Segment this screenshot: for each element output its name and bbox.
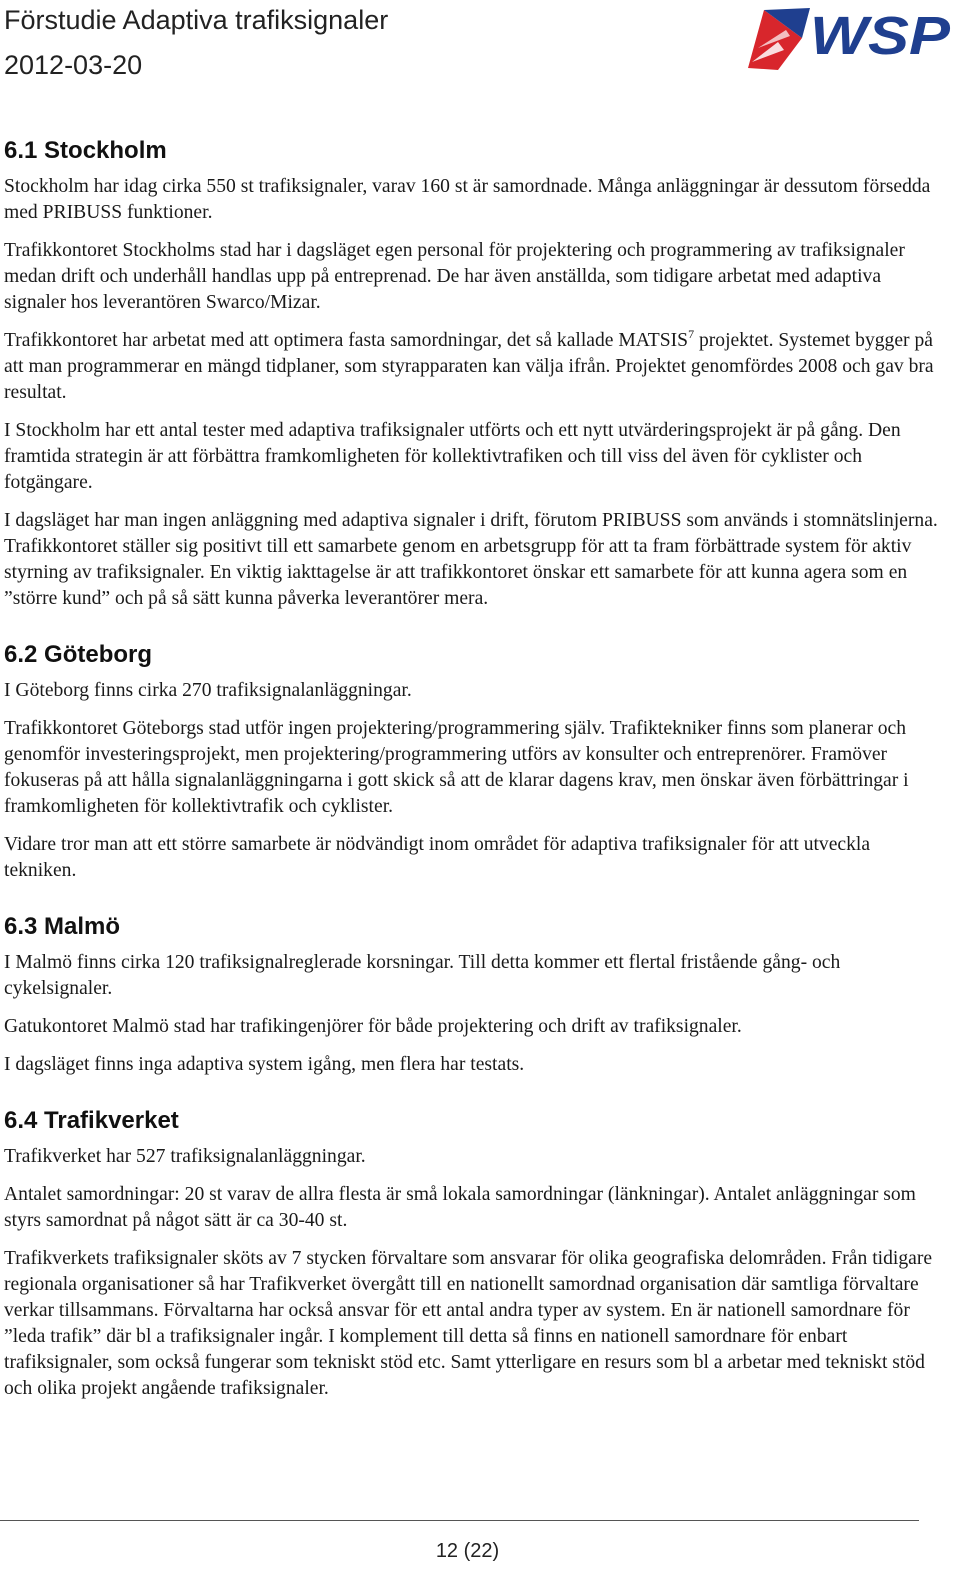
paragraph: Antalet samordningar: 20 st varav de allra flesta är små lokala samordningar (länkningar). Antalet anläggningar som styrs samordnat på något sätt är ca 30-40 st.	[4, 1184, 916, 1231]
document-body	[4, 134, 939, 1414]
document-date: 2012-03-20	[4, 50, 143, 80]
paragraph: Trafikverket har 527 trafiksignalanläggningar.	[4, 1146, 366, 1167]
section-heading: 6.4 Trafikverket	[4, 1107, 179, 1134]
section-heading: 6.2 Göteborg	[4, 641, 153, 668]
footer-divider	[0, 1520, 919, 1521]
wsp-logo	[744, 4, 954, 74]
paragraph: I Stockholm har ett antal tester med adaptiva trafiksignaler utförts och ett nytt utvärderingsprojekt är på gång. Den framtida strategin är att förbättra framkomligheten för kollektivtrafiken och till viss del även för cyklister och fotgängare.	[4, 420, 901, 493]
section-trafikverket	[4, 1104, 939, 1402]
section-stockholm	[4, 134, 939, 612]
paragraph: I dagsläget har man ingen anläggning med adaptiva signaler i drift, förutom PRIBUSS som används i stomnätslinjerna. Trafikkontoret ställer sig positivt till ett samarbete genom en arbetsgrupp för att ta fram förbättrade system för aktiv styrning av trafiksignaler. En viktig iakttagelse är att trafikkontoret önskar ett samarbete för att kunna agera som en ”större kund” och på så sätt kunna påverka leverantörer mera.	[4, 510, 938, 609]
footnote-marker: 7	[688, 327, 695, 341]
section-heading: 6.1 Stockholm	[4, 137, 167, 164]
paragraph: Gatukontoret Malmö stad har trafikingenjörer för både projektering och drift av trafiksignaler.	[4, 1016, 742, 1037]
paragraph-lead: Trafikkontoret har arbetat med att optimera fasta samordningar, det så kallade MATSIS	[4, 330, 689, 351]
paragraph: I dagsläget finns inga adaptiva system igång, men flera har testats.	[4, 1054, 525, 1075]
paragraph-tail: projektet. Systemet bygger på att man programmerar en mängd tidplaner, som styrapparaten kan välja ifrån. Projektet genomfördes 2008 och gav bra resultat.	[4, 330, 934, 403]
paragraph: Stockholm har idag cirka 550 st trafiksignaler, varav 160 st är samordnade. Många anläggningar är dessutom försedda med PRIBUSS funktioner.	[4, 176, 931, 223]
page-number: 12 (22)	[435, 1540, 500, 1562]
paragraph: Vidare tror man att ett större samarbete är nödvändigt inom området för adaptiva trafiksignaler för att utveckla tekniken.	[4, 834, 871, 881]
logo-wordmark: WSP	[810, 6, 952, 66]
paragraph: Trafikkontoret Göteborgs stad utför ingen projektering/programmering själv. Trafiktekniker finns som planerar och genomför investeringsprojekt, men projektering/programmering utförs av konsulter och entreprenörer. Framöver fokuseras på att hålla signalanläggningarna i gott skick så att de klarar dagens krav, men önskar även förbättringar i framkomligheten för kollektivtrafik och cyklister.	[4, 718, 909, 817]
paragraph: I Malmö finns cirka 120 trafiksignalreglerade korsningar. Till detta kommer ett flertal fristående gång- och cykelsignaler.	[4, 952, 841, 999]
section-goteborg	[4, 638, 939, 884]
section-heading: 6.3 Malmö	[4, 913, 121, 940]
paragraph	[4, 328, 939, 406]
paragraph: Trafikkontoret Stockholms stad har i dagsläget egen personal för projektering och programmering av trafiksignaler medan drift och underhåll handlas upp på entreprenad. De har även anställda, som tidigare arbetat med adaptiva signaler hos leverantören Swarco/Mizar.	[4, 240, 905, 313]
document-title: Förstudie Adaptiva trafiksignaler	[4, 5, 389, 35]
section-malmo	[4, 910, 939, 1078]
paragraph: Trafikverkets trafiksignaler sköts av 7 stycken förvaltare som ansvarar för olika geografiska delområden. Från tidigare regionala organisationer så har Trafikverket övergått till en nationellt samordnad organisation där samtliga förvaltare verkar tillsammans. Förvaltarna har också ansvar för ett antal andra typer av system. En är nationell samordnare för ”leda trafik” där bl a trafiksignaler ingår. I komplement till detta så finns en nationell samordnare för enbart trafiksignaler, som också fungerar som tekniskt stöd etc. Samt ytterligare en resurs som bl a arbetar med tekniskt stöd och olika projekt angående trafiksignaler.	[4, 1248, 933, 1399]
paragraph: I Göteborg finns cirka 270 trafiksignalanläggningar.	[4, 680, 412, 701]
